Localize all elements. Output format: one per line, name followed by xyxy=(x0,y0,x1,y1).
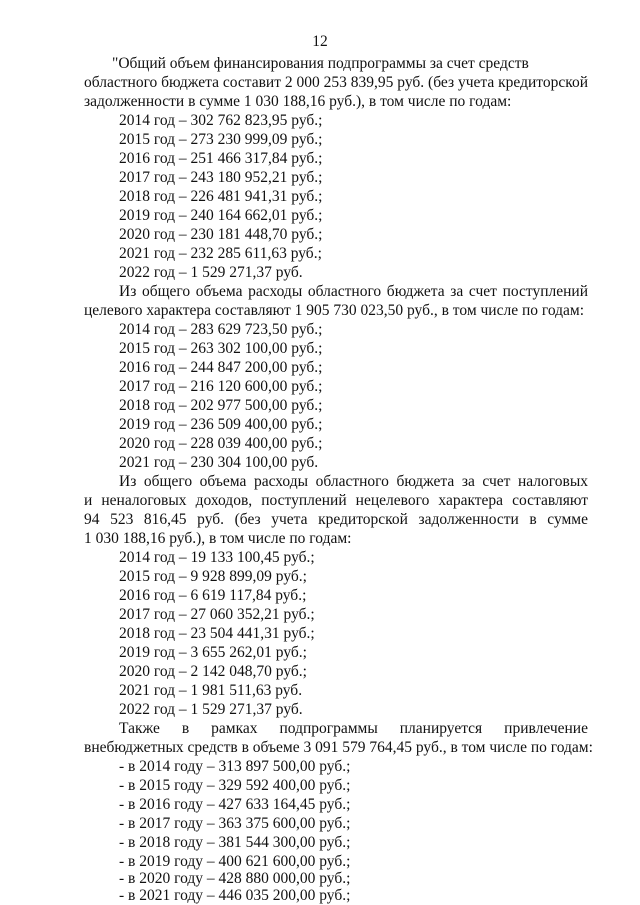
list-item: 2019 год – 236 509 400,00 руб.; xyxy=(119,416,323,433)
list-item: - в 2017 году – 363 375 600,00 руб.; xyxy=(119,815,351,832)
list-item: 2020 год – 228 039 400,00 руб.; xyxy=(119,435,323,452)
list-item: - в 2014 году – 313 897 500,00 руб.; xyxy=(119,758,351,775)
list-item: 2014 год – 302 762 823,95 руб.; xyxy=(119,112,323,129)
list-item: 2021 год – 1 981 511,63 руб. xyxy=(119,682,303,699)
page-number: 12 xyxy=(312,33,328,50)
list-item: 2015 год – 273 230 999,09 руб.; xyxy=(119,131,323,148)
list-item: 2019 год – 240 164 662,01 руб.; xyxy=(119,207,323,224)
paragraph-line: и неналоговых доходов, поступлений нецелевого характера составляют xyxy=(84,492,588,509)
list-item: 2020 год – 2 142 048,70 руб.; xyxy=(119,663,307,680)
list-item: - в 2019 году – 400 621 600,00 руб.; xyxy=(119,853,351,870)
paragraph-line: областного бюджета составит 2 000 253 839,95 руб. (без учета кредиторской xyxy=(84,74,588,91)
paragraph-line: целевого характера составляют 1 905 730 023,50 руб., в том числе по годам: xyxy=(84,302,585,319)
paragraph-line: Также в рамках подпрограммы планируется привлечение xyxy=(119,720,588,737)
list-item: 2018 год – 226 481 941,31 руб.; xyxy=(119,188,323,205)
paragraph-line: 94 523 816,45 руб. (без учета кредиторской задолженности в сумме xyxy=(84,511,588,528)
list-item: 2018 год – 23 504 441,31 руб.; xyxy=(119,625,315,642)
list-item: 2018 год – 202 977 500,00 руб.; xyxy=(119,397,323,414)
list-item: 2016 год – 251 466 317,84 руб.; xyxy=(119,150,323,167)
paragraph-line: Из общего объема расходы областного бюджета за счет поступлений xyxy=(119,283,588,300)
list-item: 2015 год – 9 928 899,09 руб.; xyxy=(119,568,307,585)
list-item: 2017 год – 216 120 600,00 руб.; xyxy=(119,378,323,395)
paragraph-line: 1 030 188,16 руб.), в том числе по годам: xyxy=(84,530,352,547)
paragraph-line: Из общего объема расходы областного бюджета за счет налоговых xyxy=(119,473,588,490)
paragraph-line: задолженности в сумме 1 030 188,16 руб.), в том числе по годам: xyxy=(84,93,512,110)
list-item: 2014 год – 283 629 723,50 руб.; xyxy=(119,321,323,338)
list-item: - в 2018 году – 381 544 300,00 руб.; xyxy=(119,834,351,851)
list-item: 2014 год – 19 133 100,45 руб.; xyxy=(119,549,315,566)
list-item: 2017 год – 27 060 352,21 руб.; xyxy=(119,606,315,623)
list-item: - в 2016 году – 427 633 164,45 руб.; xyxy=(119,796,351,813)
list-item: - в 2015 году – 329 592 400,00 руб.; xyxy=(119,777,351,794)
list-item: 2015 год – 263 302 100,00 руб.; xyxy=(119,340,323,357)
paragraph-line: "Общий объем финансирования подпрограммы за счет средств xyxy=(112,55,529,72)
list-item: 2021 год – 232 285 611,63 руб.; xyxy=(119,245,322,262)
list-item: - в 2020 году – 428 880 000,00 руб.; xyxy=(119,870,351,887)
list-item: 2016 год – 244 847 200,00 руб.; xyxy=(119,359,323,376)
list-item: 2020 год – 230 181 448,70 руб.; xyxy=(119,226,323,243)
list-item: 2022 год – 1 529 271,37 руб. xyxy=(119,264,303,281)
list-item: 2017 год – 243 180 952,21 руб.; xyxy=(119,169,323,186)
list-item: 2016 год – 6 619 117,84 руб.; xyxy=(119,587,307,604)
list-item: 2021 год – 230 304 100,00 руб. xyxy=(119,454,319,471)
list-item: 2019 год – 3 655 262,01 руб.; xyxy=(119,644,307,661)
list-item: - в 2021 году – 446 035 200,00 руб.; xyxy=(119,887,351,904)
list-item: 2022 год – 1 529 271,37 руб. xyxy=(119,701,303,718)
paragraph-line: внебюджетных средств в объеме 3 091 579 764,45 руб., в том числе по годам: xyxy=(84,739,593,756)
